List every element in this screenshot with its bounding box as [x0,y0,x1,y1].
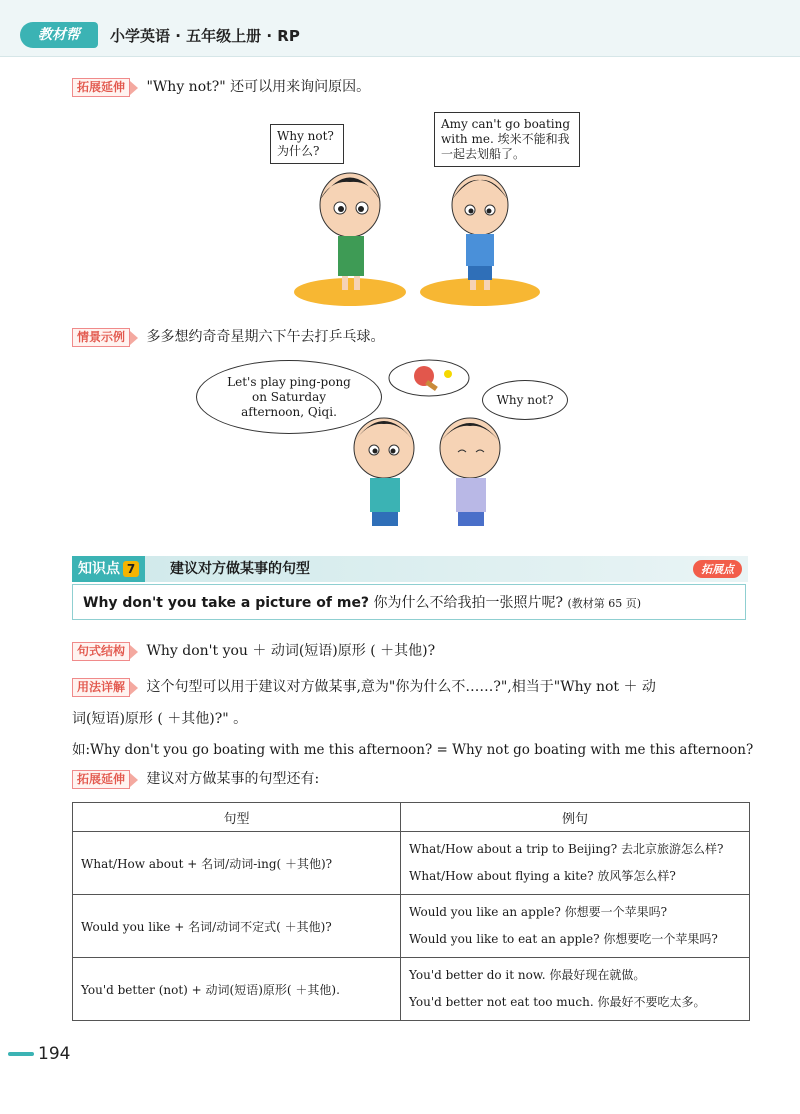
knowledge-point-example: Why don't you take a picture of me? 你为什么不给我拍一张照片呢? (教材第 65 页) [72,584,746,620]
extension-row-1 [72,76,370,97]
table-header-row [73,803,750,832]
table-row [73,832,750,895]
book-title: 小学英语 · 五年级上册 · RP [110,27,300,45]
page-header [0,0,800,57]
ping-pong-thought-icon [384,358,474,402]
knowledge-point-header [72,556,748,582]
speech-bubble-girl: Why not? 为什么? [270,124,344,164]
extension-text-2: 建议对方做某事的句型还有: [146,771,320,787]
extension-row-2 [72,768,319,789]
extension-badge: 拓展点 [693,560,742,578]
table-header-pattern: 句型 [73,803,401,832]
girl-dress [338,236,364,276]
usage-row [72,676,656,697]
table-row [73,958,750,1021]
brand-tab: 教材帮 [20,22,98,48]
page-number: 194 [8,1044,70,1064]
girl-boy-illustration [290,160,590,310]
table-cell-pattern: You'd better (not) + 动词(短语)原形( ＋其他). [73,958,401,1021]
scenario-text: 多多想约奇奇星期六下午去打乒乓球。 [146,329,385,345]
table-header-example: 例句 [401,803,750,832]
structure-text: Why don't you ＋ 动词(短语)原形 ( ＋其他)? [146,643,436,659]
stage-left [294,278,406,306]
boy-shirt [466,234,494,266]
girl-face [320,173,380,237]
table-cell-examples: What/How about a trip to Beijing? 去北京旅游怎么样? What/How about flying a kite? 放风筝怎么样? [401,832,750,895]
speech-cloud-left: Let's play ping-pong on Saturday afternoon, Qiqi. [196,360,382,434]
scenario-row [72,326,384,347]
table-cell-pattern: What/How about + 名词/动词-ing( ＋其他)? [73,832,401,895]
knowledge-point-number: 7 [123,561,139,577]
sentence-pattern-table [72,802,750,1021]
table-cell-examples: Would you like an apple? 你想要一个苹果吗? Would you like to eat an apple? 你想要吃一个苹果吗? [401,895,750,958]
boy2-shirt [456,478,486,512]
page-number-decoration [8,1052,34,1056]
knowledge-point-label: 知识点 7 [72,556,145,582]
scenario-tag: 情景示例 [72,328,130,347]
extension-tag-2: 拓展延伸 [72,770,130,789]
boy1-face [354,418,414,478]
example-sentence: 如:Why don't you go boating with me this afternoon? = Why not go boating with me this afternoon? [72,742,754,758]
usage-tag: 用法详解 [72,678,130,697]
boy-face [452,175,508,235]
table-cell-pattern: Would you like + 名词/动词不定式( ＋其他)? [73,895,401,958]
two-boys-illustration [340,408,520,532]
usage-text-line2: 词(短语)原形 ( ＋其他)?" 。 [72,711,248,727]
stage-right [420,278,540,306]
boy1-shirt [370,478,400,512]
table-cell-examples: You'd better do it now. 你最好现在就做。 You'd better not eat too much. 你最好不要吃太多。 [401,958,750,1021]
knowledge-point-title: 建议对方做某事的句型 [170,561,310,577]
speech-bubble-boy: Amy can't go boating with me. 埃米不能和我一起去划船了。 [434,112,580,167]
speech-cloud-right: Why not? [482,380,568,420]
structure-row [72,640,435,661]
boy2-face [440,418,500,478]
structure-tag: 句式结构 [72,642,130,661]
extension-text: "Why not?" 还可以用来询问原因。 [146,79,371,95]
table-row [73,895,750,958]
usage-text-line1: 这个句型可以用于建议对方做某事,意为"你为什么不……?",相当于"Why not ＋ 动 [146,679,656,695]
extension-tag: 拓展延伸 [72,78,130,97]
